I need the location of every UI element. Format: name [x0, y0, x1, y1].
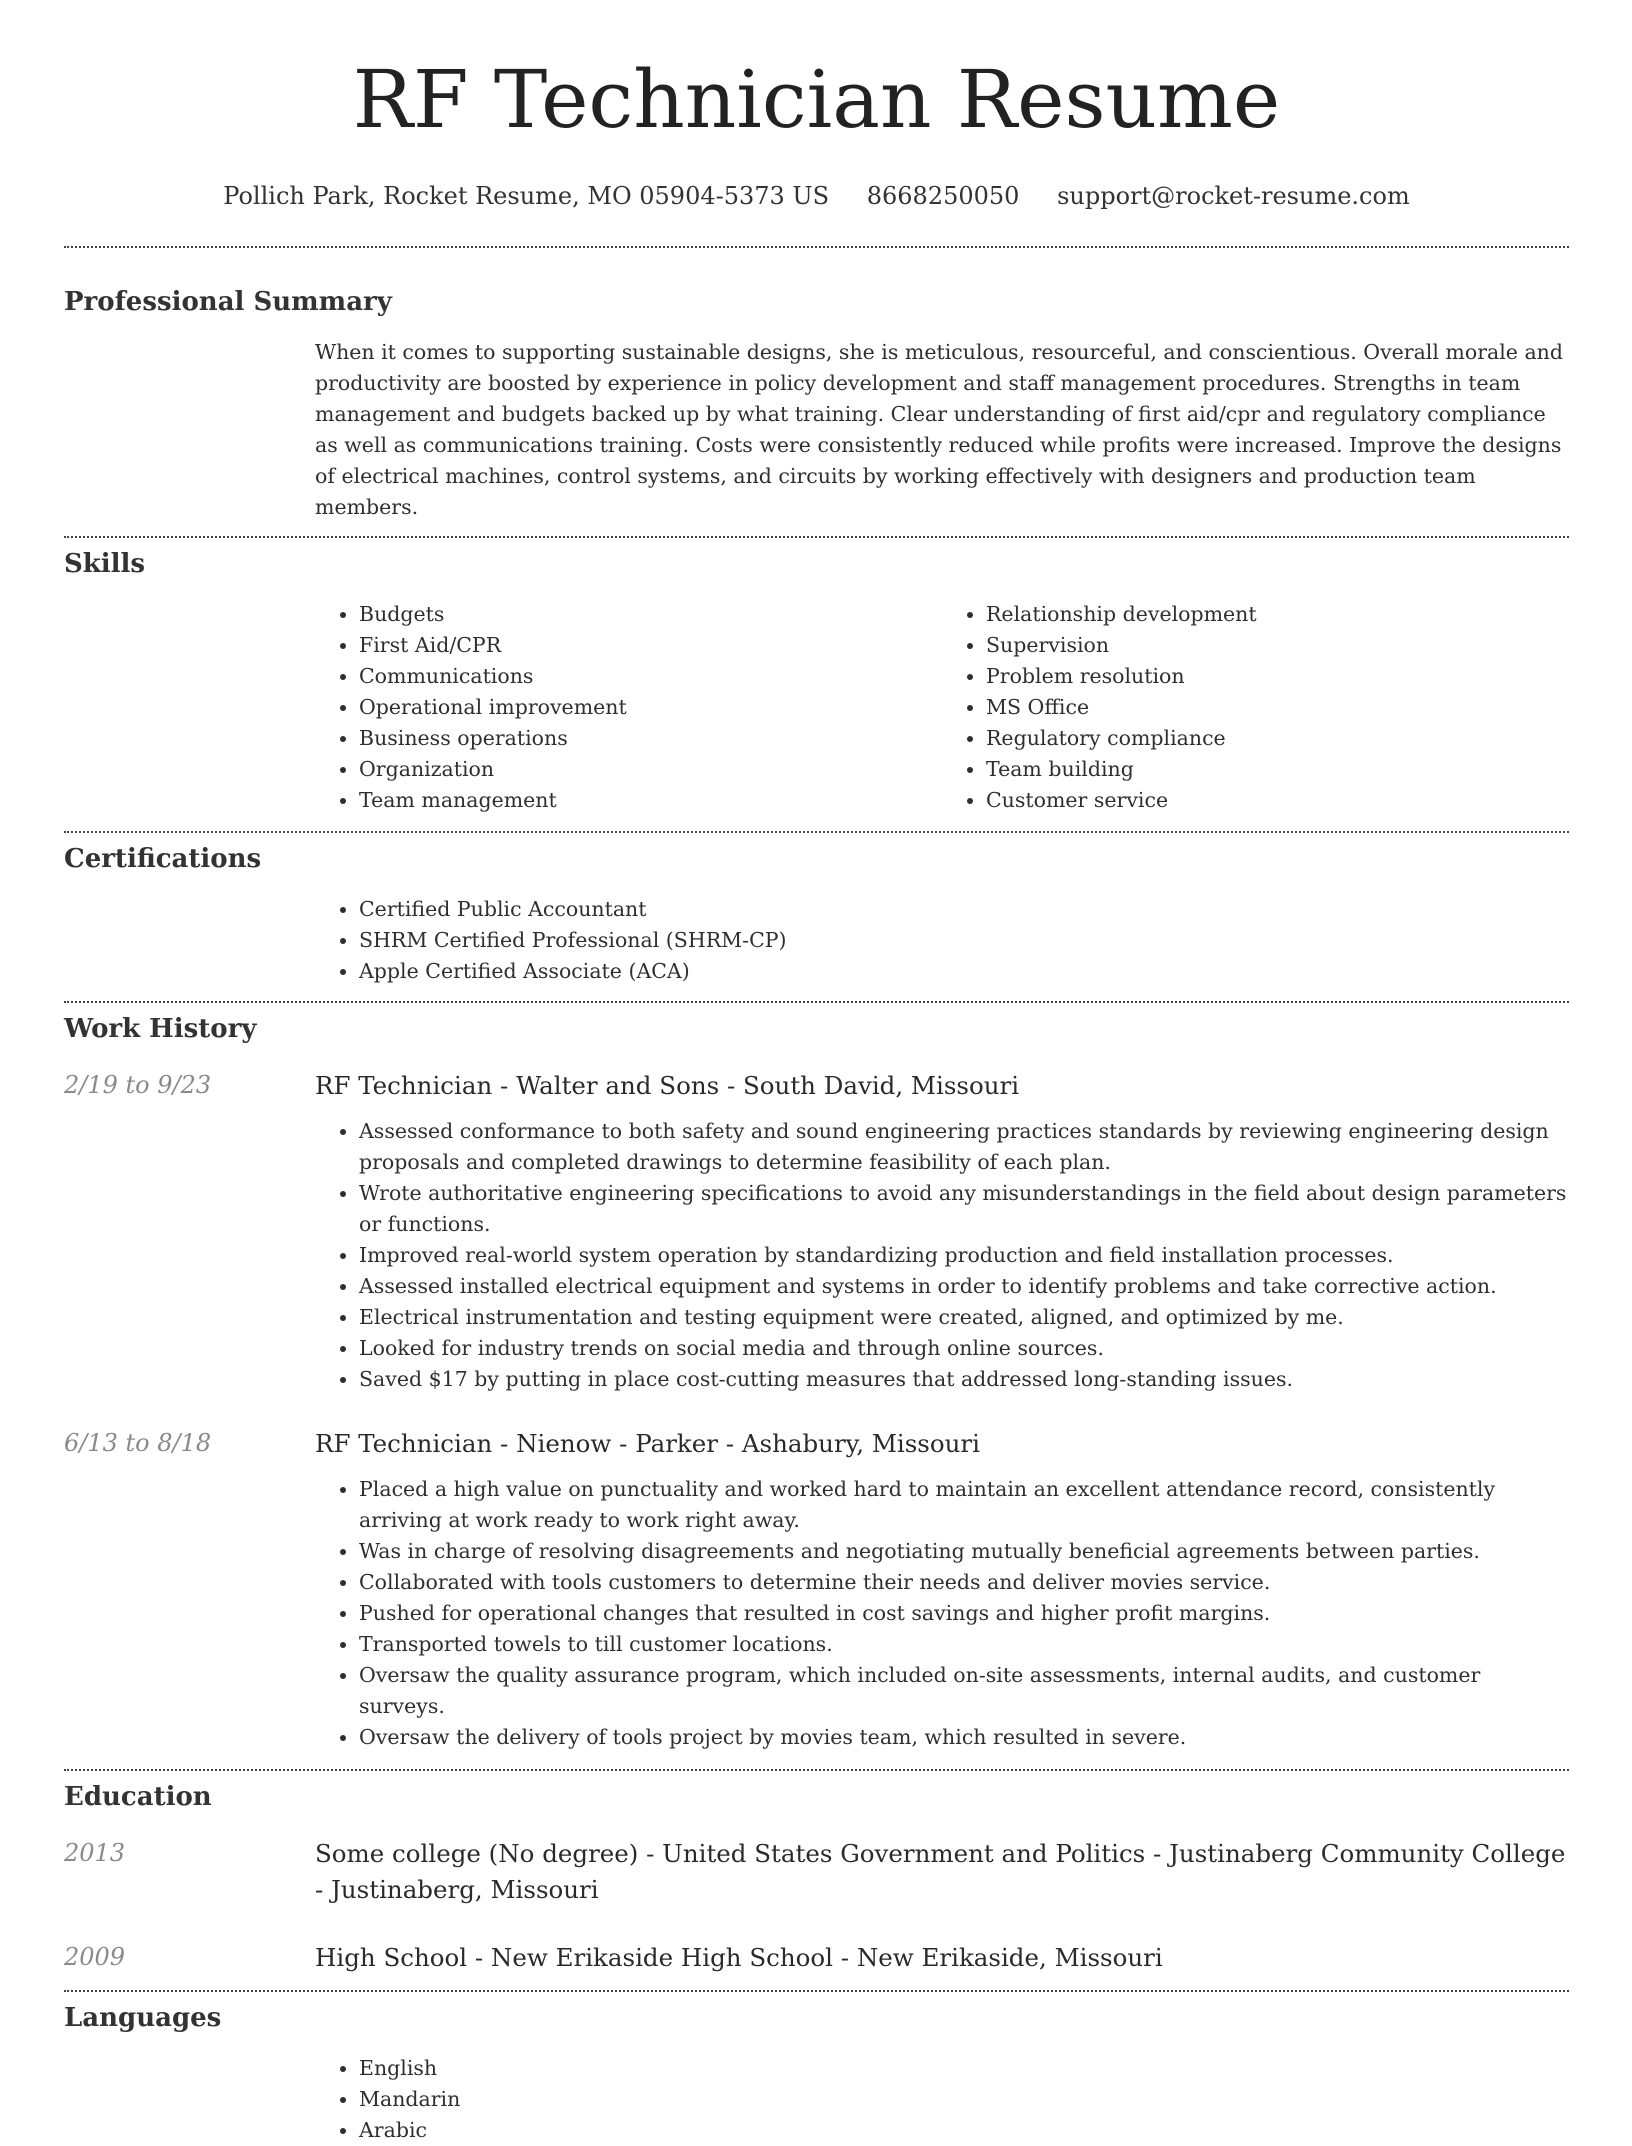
- section-divider: [64, 1001, 1569, 1003]
- job-bullets: [315, 1116, 1569, 1395]
- list-item: • English: [359, 2053, 1569, 2084]
- work-history-heading: Work History: [64, 1014, 257, 1044]
- list-item: • Assessed conformance to both safety and sound engineering practices standards by reviewing engineering design proposals and completed drawings to determine feasibility of each plan.: [359, 1116, 1569, 1178]
- list-item: • Regulatory compliance: [986, 723, 1569, 754]
- list-item: • Was in charge of resolving disagreements and negotiating mutually beneficial agreements between parties.: [359, 1536, 1569, 1567]
- list-item: • Problem resolution: [986, 661, 1569, 692]
- section-divider: [64, 1769, 1569, 1771]
- list-item: • Team management: [359, 785, 942, 816]
- contact-phone: 8668250050: [866, 182, 1020, 210]
- list-item: • Budgets: [359, 599, 942, 630]
- job-entry: [64, 1426, 1569, 1753]
- education-year: 2009: [64, 1943, 126, 1971]
- list-item: • Business operations: [359, 723, 942, 754]
- certifications-section: [64, 842, 1569, 987]
- contact-email: support@rocket-resume.com: [1057, 182, 1410, 210]
- education-school: - Justinaberg Community College - Justinaberg, Missouri: [315, 1839, 1566, 1904]
- list-item: • Communications: [359, 661, 942, 692]
- contact-line: [64, 180, 1569, 212]
- job-title: RF Technician - Nienow - Parker - Ashabury, Missouri: [315, 1429, 980, 1458]
- summary-heading: Professional Summary: [64, 287, 392, 317]
- list-item: • First Aid/CPR: [359, 630, 942, 661]
- resume-page: [64, 0, 1569, 2146]
- job-entry: [64, 1068, 1569, 1395]
- education-heading: Education: [64, 1782, 212, 1812]
- list-item: • Electrical instrumentation and testing equipment were created, aligned, and optimized by me.: [359, 1302, 1569, 1333]
- summary-section: [64, 285, 1569, 523]
- list-item: • SHRM Certified Professional (SHRM-CP): [359, 925, 1569, 956]
- list-item: • Oversaw the delivery of tools project by movies team, which resulted in severe.: [359, 1722, 1569, 1753]
- job-dates: 2/19 to 9/23: [64, 1071, 212, 1099]
- list-item: • MS Office: [986, 692, 1569, 723]
- job-dates: 6/13 to 8/18: [64, 1429, 212, 1457]
- list-item: • Certified Public Accountant: [359, 894, 1569, 925]
- list-item: • Supervision: [986, 630, 1569, 661]
- section-divider: [64, 1990, 1569, 1992]
- education-section: [64, 1780, 1569, 1976]
- list-item: • Operational improvement: [359, 692, 942, 723]
- list-item: • Assessed installed electrical equipment and systems in order to identify problems and take corrective action.: [359, 1271, 1569, 1302]
- list-item: • Improved real-world system operation by standardizing production and field installation processes.: [359, 1240, 1569, 1271]
- list-item: • Arabic: [359, 2115, 1569, 2146]
- list-item: • Oversaw the quality assurance program, which included on-site assessments, internal audits, and customer surveys.: [359, 1660, 1569, 1722]
- list-item: • Looked for industry trends on social media and through online sources.: [359, 1333, 1569, 1364]
- work-history-section: [64, 1012, 1569, 1753]
- list-item: • Transported towels to till customer locations.: [359, 1629, 1569, 1660]
- list-item: • Pushed for operational changes that resulted in cost savings and higher profit margins.: [359, 1598, 1569, 1629]
- list-item: • Team building: [986, 754, 1569, 785]
- summary-text: When it comes to supporting sustainable designs, she is meticulous, resourceful, and conscientious. Overall morale and productivity are boosted by experience in policy development and staff management procedures. Strengths in team management and budgets backed up by what training. Clear understanding of first aid/cpr and regulatory compliance as well as communications training. Costs were consistently reduced while profits were increased. Improve the designs of electrical machines, control systems, and circuits by working effectively with designers and production team members.: [315, 340, 1563, 519]
- education-entry: [64, 1940, 1569, 1976]
- list-item: • Relationship development: [986, 599, 1569, 630]
- list-item: • Wrote authoritative engineering specifications to avoid any misunderstandings in the field about design parameters or functions.: [359, 1178, 1569, 1240]
- education-degree: Some college (No degree) - United States Government and Politics: [315, 1839, 1146, 1868]
- list-item: • Saved $17 by putting in place cost-cutting measures that addressed long-standing issues.: [359, 1364, 1569, 1395]
- list-item: • Apple Certified Associate (ACA): [359, 956, 1569, 987]
- education-entry: [64, 1836, 1569, 1908]
- skills-list-left: [315, 599, 942, 816]
- contact-address: Pollich Park, Rocket Resume, MO 05904-5373 US: [223, 182, 830, 210]
- job-bullets: [315, 1474, 1569, 1753]
- job-title: RF Technician - Walter and Sons - South David, Missouri: [315, 1071, 1020, 1100]
- languages-heading: Languages: [64, 2003, 222, 2033]
- resume-name: RF Technician Resume: [352, 53, 1281, 146]
- list-item: • Organization: [359, 754, 942, 785]
- list-item: • Mandarin: [359, 2084, 1569, 2115]
- languages-section: [64, 2001, 1569, 2146]
- certifications-heading: Certifications: [64, 844, 262, 874]
- list-item: • Customer service: [986, 785, 1569, 816]
- skills-section: [64, 547, 1569, 816]
- languages-list: [315, 2053, 1569, 2146]
- education-year: 2013: [64, 1839, 126, 1867]
- certifications-list: [315, 894, 1569, 987]
- list-item: • Collaborated with tools customers to determine their needs and deliver movies service.: [359, 1567, 1569, 1598]
- education-school: - New Erikaside High School - New Erikaside, Missouri: [467, 1943, 1163, 1972]
- list-item: • Placed a high value on punctuality and worked hard to maintain an excellent attendance record, consistently arriving at work ready to work right away.: [359, 1474, 1569, 1536]
- section-divider: [64, 831, 1569, 833]
- section-divider: [64, 246, 1569, 248]
- section-divider: [64, 536, 1569, 538]
- skills-list-right: [942, 599, 1569, 816]
- education-degree: High School: [315, 1943, 468, 1972]
- skills-heading: Skills: [64, 549, 146, 579]
